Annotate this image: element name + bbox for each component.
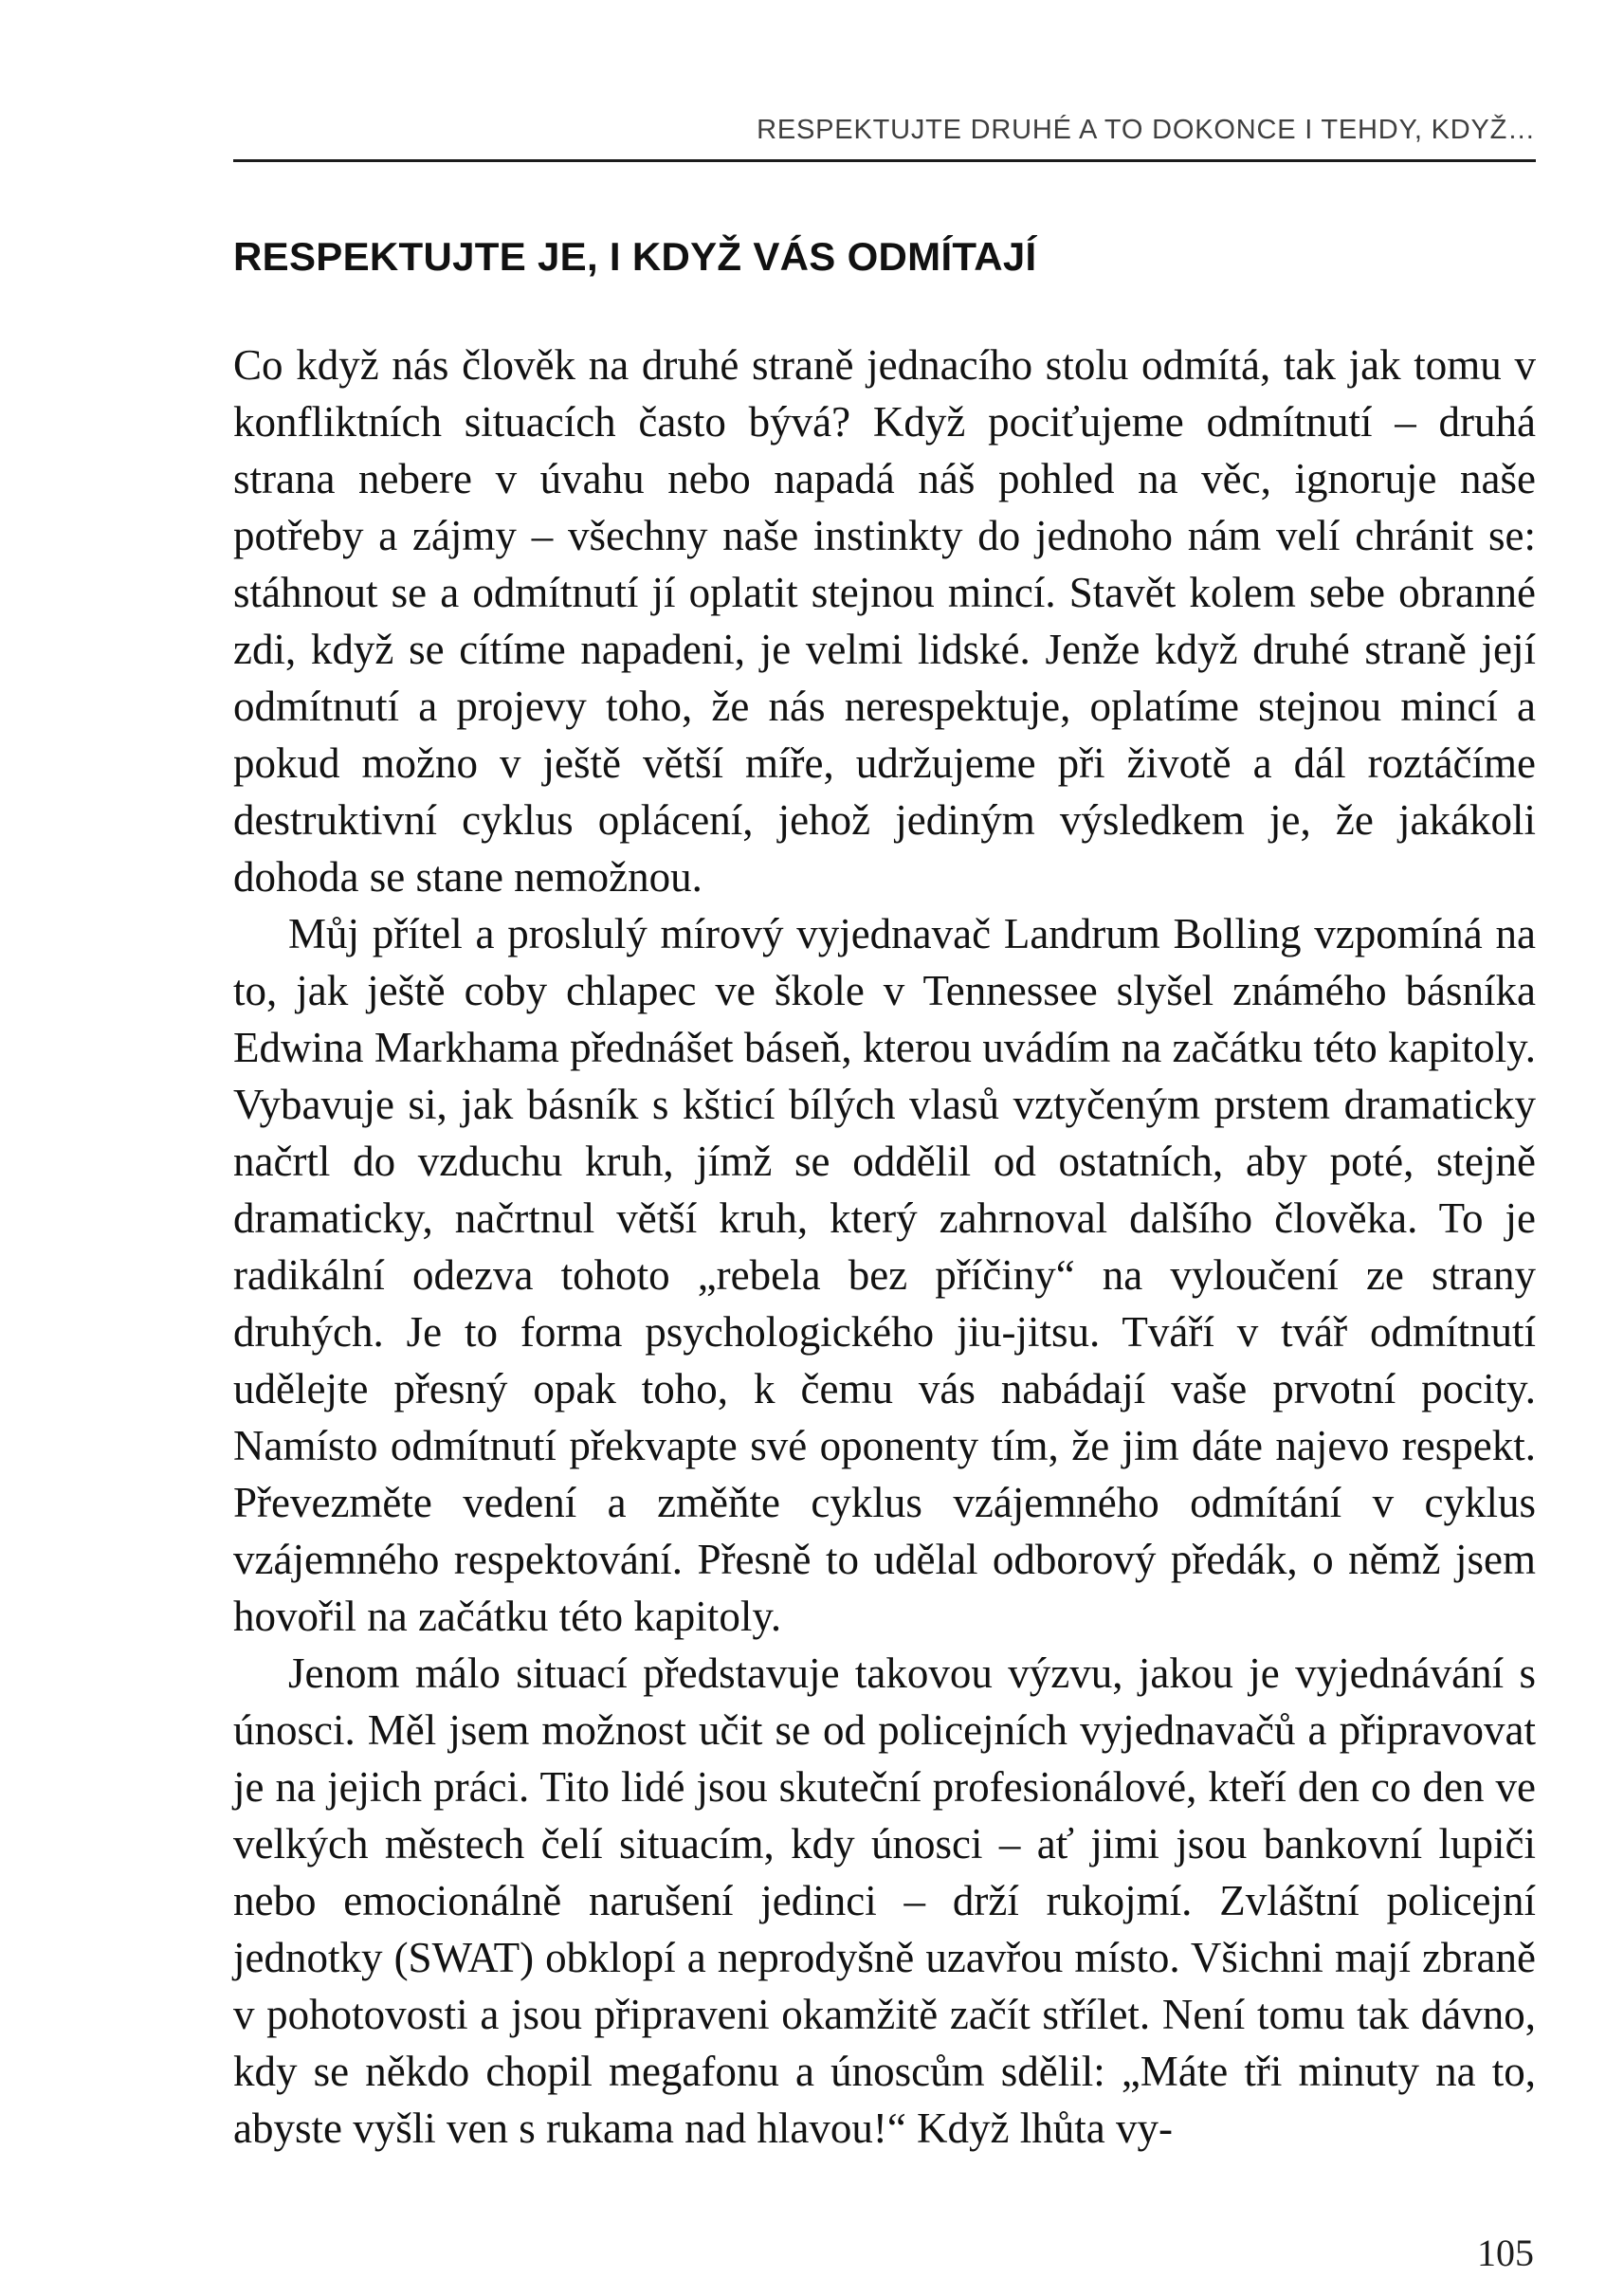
header-rule — [233, 159, 1536, 162]
paragraph-3: Jenom málo situací představuje takovou výzvu, jakou je vyjednávání s únosci. Měl jsem možnost učit se od policejních vyjednavačů a připravovat je na jejich práci. Tito lidé jsou skuteční profesionálové, kteří den co den ve velkých městech čelí situacím, kdy únosci – ať jimi jsou bankovní lupiči nebo emocionálně narušení jedinci – drží rukojmí. Zvláštní policejní jednotky (SWAT) obklopí a neprodyšně uzavřou místo. Všichni mají zbraně v pohotovosti a jsou připraveni okamžitě začít střílet. Není tomu tak dávno, kdy se někdo chopil megafonu a únoscům sdělil: „Máte tři minuty na to, abyste vyšli ven s rukama nad hlavou!“ Když lhůta vy- — [233, 1649, 1536, 2152]
paragraph-2: Můj přítel a proslulý mírový vyjednavač Landrum Bolling vzpomíná na to, jak ještě coby chlapec ve škole v Tennessee slyšel známého básníka Edwina Markhama přednášet báseň, kterou uvádím na začátku této kapitoly. Vybavuje si, jak básník s kšticí bílých vlasů vztyčeným prstem dramaticky načrtl do vzduchu kruh, jímž se oddělil od ostatních, aby poté, stejně dramaticky, načrtnul větší kruh, který zahrnoval dalšího člověka. To je radikální odezva tohoto „rebela bez příčiny“ na vyloučení ze strany druhých. Je to forma psychologického jiu-jitsu. Tváří v tvář odmítnutí udělejte přesný opak toho, k čemu vás nabádají vaše prvotní pocity. Namísto odmítnutí překvapte své oponenty tím, že jim dáte najevo respekt. Převezměte vedení a změňte cyklus vzájemného odmítání v cyklus vzájemného respektování. Přesně to udělal odborový předák, o němž jsem hovořil na začátku této kapitoly. — [233, 910, 1536, 1640]
running-head: RESPEKTUJTE DRUHÉ A TO DOKONCE I TEHDY, KDYŽ… — [757, 115, 1536, 145]
text-column — [233, 0, 1536, 2157]
paragraph-1: Co když nás člověk na druhé straně jednacího stolu odmítá, tak jak tomu v konfliktních situacích často bývá? Když pociťujeme odmítnutí – druhá strana nebere v úvahu nebo napadá náš pohled na věc, ignoruje naše potřeby a zájmy – všechny naše instinkty do jednoho nám velí chránit se: stáhnout se a odmítnutí jí oplatit stejnou mincí. Stavět kolem sebe obranné zdi, když se cítíme napadeni, je velmi lidské. Jenže když druhé straně její odmítnutí a projevy toho, že nás nerespektuje, oplatíme stejnou mincí a pokud možno v ještě větší míře, udržujeme při životě a dál roztáčíme destruktivní cyklus oplácení, jehož jediným výsledkem je, že jakákoli dohoda se stane nemožnou. — [233, 341, 1536, 901]
page-number: 105 — [1477, 2232, 1534, 2274]
body-text — [233, 337, 1536, 2157]
chapter-heading: RESPEKTUJTE JE, I KDYŽ VÁS ODMÍTAJÍ — [233, 234, 1037, 279]
